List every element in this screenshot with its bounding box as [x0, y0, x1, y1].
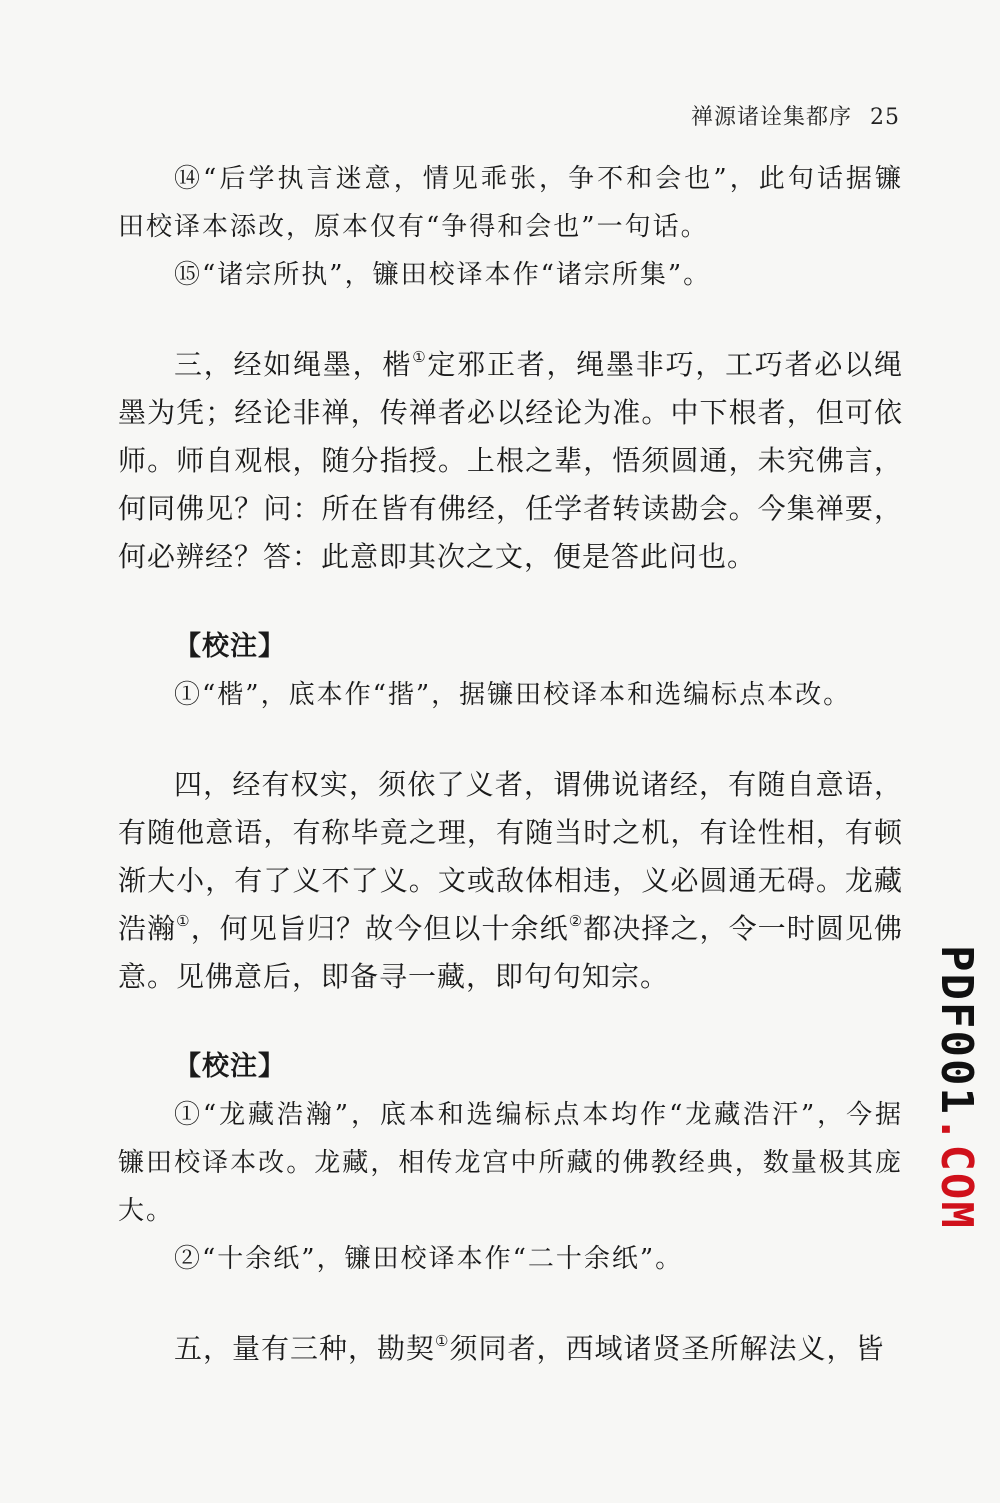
annotation-3-1: ①“楷”，底本作“揩”，据镰田校译本和选编标点本改。 [174, 680, 852, 710]
section-4-text-c: 都决择之，令一时圆见佛意。见佛意后，即备寻一藏，即句句知宗。 [118, 912, 903, 993]
footnote-14: ⑭“后学执言迷意，情见乖张，争不和会也”，此句话据镰田校译本添改，原本仅有“争得和会也”一句话。 [118, 164, 903, 242]
section-5-text-a: 五，量有三种，勘契 [174, 1332, 436, 1365]
paragraph-section-5 [118, 1325, 903, 1373]
footnote-ref-1: ① [176, 912, 191, 930]
annotation-4-1: ①“龙藏浩瀚”，底本和选编标点本均作“龙藏浩汗”，今据镰田校译本改。龙藏，相传龙宫中所藏的佛教经典，数量极其庞大。 [118, 1100, 903, 1226]
site-watermark [931, 945, 982, 1230]
footnote-ref-1: ① [435, 1332, 450, 1350]
header-title: 禅源诸诠集都序 [690, 105, 852, 130]
section-3-text-b: 定邪正者，绳墨非巧，工巧者必以绳墨为凭；经论非禅，传禅者必以经论为准。中下根者，但可依师。师自观根，随分指授。上根之辈，悟须圆通，未究佛言，何同佛见？问：所在皆有佛经，任学者转读勘会。今集禅要，何必辨经？答：此意即其次之文，便是答此问也。 [118, 348, 903, 573]
section-5-text-b: 须同者，西域诸贤圣所解法义，皆 [449, 1332, 885, 1365]
section-4-text-a: 四，经有权实，须依了义者，谓佛说诸经，有随自意语，有随他意语，有称毕竟之理，有随当时之机，有诠性相，有顿渐大小，有了义不了义。文或敌体相违，义必圆通无碍。龙藏浩瀚 [118, 768, 903, 945]
watermark-part1: PDF001 [931, 945, 982, 1116]
footnote-ref-1: ① [412, 348, 428, 366]
paragraph-section-3 [118, 341, 903, 581]
watermark-part2: .COM [931, 1115, 982, 1230]
section-3-text-a: 三，经如绳墨，楷 [174, 348, 413, 381]
running-header [691, 100, 900, 131]
page-number: 25 [870, 105, 900, 130]
jiaozhu-heading-2: 【校注】 [174, 1051, 286, 1082]
paragraph-section-4 [118, 761, 903, 1001]
annotation-4-2: ②“十余纸”，镰田校译本作“二十余纸”。 [174, 1244, 684, 1274]
footnote-15: ⑮“诸宗所执”，镰田校译本作“诸宗所集”。 [174, 260, 712, 290]
footnote-ref-2: ② [568, 912, 584, 930]
section-4-text-b: ，何见旨归？故今但以十余纸 [190, 912, 569, 945]
page-body [118, 155, 903, 1373]
jiaozhu-heading-1: 【校注】 [174, 631, 286, 662]
